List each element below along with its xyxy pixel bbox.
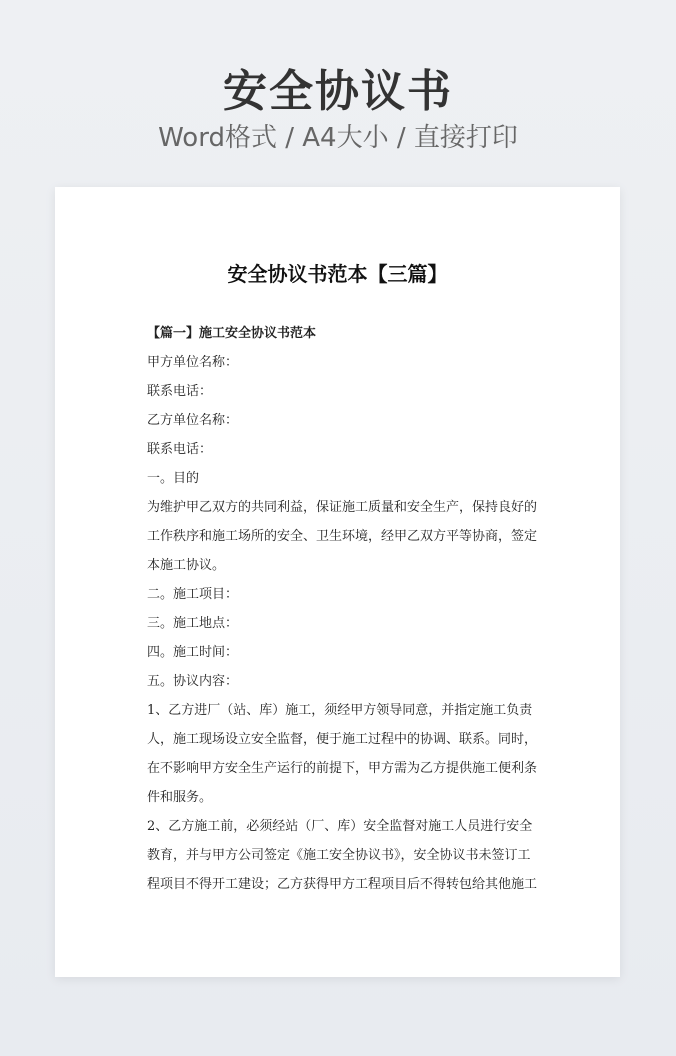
- document-title: 安全协议书范本【三篇】: [227, 262, 448, 286]
- banner-subtitle: Word格式 / A4大小 / 直接打印: [158, 123, 518, 153]
- banner-title: 安全协议书: [223, 66, 453, 117]
- paragraph-line: 1、乙方进厂（站、库）施工，须经甲方领导同意，并指定施工负责: [147, 703, 533, 718]
- clause-heading-content: 五。协议内容：: [147, 674, 239, 689]
- paragraph-line: 为维护甲乙双方的共同利益，保证施工质量和安全生产，保持良好的: [147, 500, 538, 515]
- paragraph-line: 在不影响甲方安全生产运行的前提下，甲方需为乙方提供施工便利条: [147, 761, 538, 776]
- party-b-name-line: 乙方单位名称：: [147, 413, 239, 428]
- clause-heading-project: 二。施工项目：: [147, 587, 239, 602]
- clause-heading-time: 四。施工时间：: [147, 645, 239, 660]
- paragraph-line: 件和服务。: [147, 790, 213, 805]
- paragraph-line: 程项目不得开工建设；乙方获得甲方工程项目后不得转包给其他施工: [147, 877, 538, 892]
- paragraph-line: 人，施工现场设立安全监督，便于施工过程中的协调、联系。同时，: [147, 732, 538, 747]
- party-a-name-line: 甲方单位名称：: [147, 355, 239, 370]
- clause-heading-purpose: 一。目的: [147, 471, 200, 486]
- party-b-phone-line: 联系电话：: [147, 442, 213, 457]
- paragraph-line: 2、乙方施工前，必须经站（厂、库）安全监督对施工人员进行安全: [147, 819, 533, 834]
- paragraph-line: 教育，并与甲方公司签定《施工安全协议书》，安全协议书未签订工: [147, 848, 531, 863]
- document-body: [147, 319, 538, 899]
- document-page: [55, 187, 620, 977]
- party-a-phone-line: 联系电话：: [147, 384, 213, 399]
- clause-heading-location: 三。施工地点：: [147, 616, 239, 631]
- section-heading: 【篇一】施工安全协议书范本: [147, 326, 317, 341]
- paragraph-line: 工作秩序和施工场所的安全、卫生环境，经甲乙双方平等协商，签定: [147, 529, 538, 544]
- paragraph-line: 本施工协议。: [147, 558, 226, 573]
